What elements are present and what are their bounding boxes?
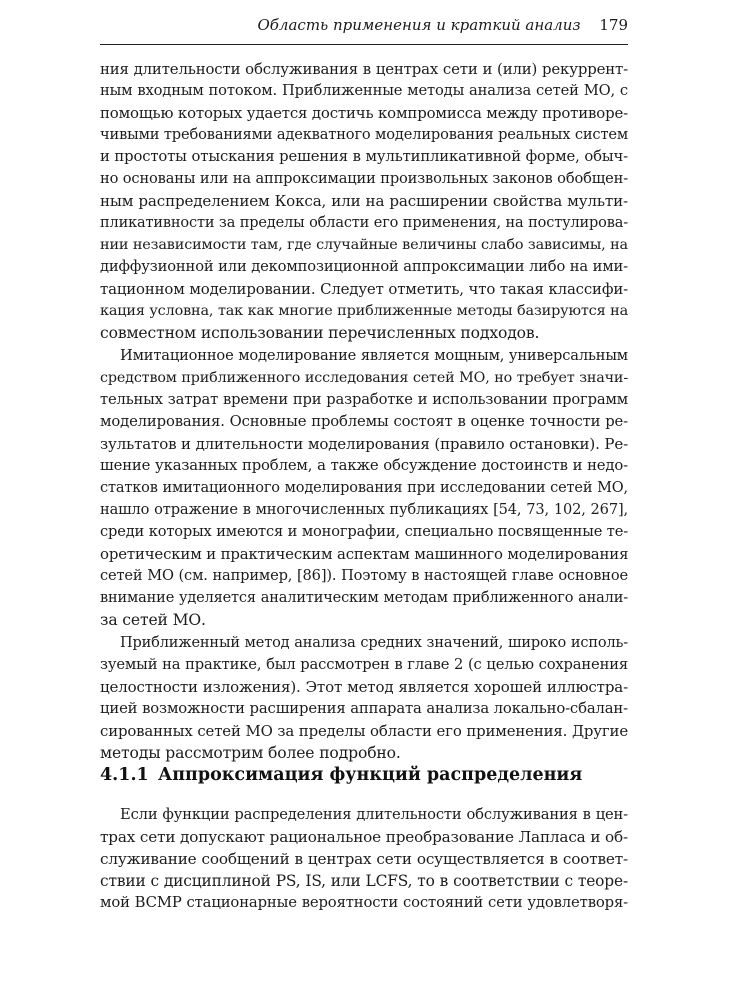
paragraph-1-line: ния длительности обслуживания в центрах сети и (или) рекуррент- xyxy=(100,60,628,78)
section-paragraph-line: Если функции распределения длительности обслуживания в цен- xyxy=(120,806,628,823)
paragraph-1-line: помощью которых удается достичь компромисса между противоре- xyxy=(100,104,628,122)
paragraph-1-line: пликативности за пределы области его применения, на постулирова- xyxy=(100,215,628,231)
paragraph-2-line: статков имитационного моделирования при исследовании сетей МО, xyxy=(100,480,628,496)
paragraph-2-line: зультатов и длительности моделирования (правило остановки). Ре- xyxy=(100,435,628,453)
paragraph-3-line: зуемый на практике, был рассмотрен в главе 2 (с целью сохранения xyxy=(100,656,628,673)
section-paragraph-line: мой BCMP стационарные вероятности состояний сети удовлетворя- xyxy=(100,894,628,911)
page-number: 179 xyxy=(599,16,628,34)
running-head xyxy=(100,16,628,42)
paragraph-2-line: оретическим и практическим аспектам машинного моделирования xyxy=(100,545,629,563)
paragraph-2-line: нашло отражение в многочисленных публикациях [54, 73, 102, 267], xyxy=(100,501,628,518)
paragraph-2-line: тельных затрат времени при разработке и использовании программ xyxy=(100,391,628,408)
paragraph-2-line: за сетей МО. xyxy=(100,611,206,629)
paragraph-2-line: внимание уделяется аналитическим методам приближенного анали- xyxy=(100,590,628,606)
section-title: Аппроксимация функций распределения xyxy=(158,765,583,785)
paragraph-3-line: методы рассмотрим более подробно. xyxy=(100,744,401,762)
header-rule xyxy=(100,44,628,45)
section-paragraph-line: служивание сообщений в центрах сети осуществляется в соответ- xyxy=(100,850,628,868)
paragraph-2-line: моделирования. Основные проблемы состоят в оценке точности ре- xyxy=(100,413,628,430)
paragraph-1-line: но основаны или на аппроксимации произвольных законов обобщен- xyxy=(100,170,628,187)
paragraph-3-line: Приближенный метод анализа средних значений, широко исполь- xyxy=(120,635,628,651)
paragraph-2-line: среди которых имеются и монографии, специально посвященные те- xyxy=(100,523,628,540)
paragraph-2-line: шение указанных проблем, а также обсуждение достоинств и недо- xyxy=(100,457,628,474)
section-paragraph-line: ствии с дисциплиной PS, IS, или LCFS, то в соответствии с теоре- xyxy=(100,872,628,890)
paragraph-1-line: ным входным потоком. Приближенные методы анализа сетей МО, с xyxy=(100,82,628,99)
paragraph-1-line: диффузионной или декомпозиционной аппроксимации либо на ими- xyxy=(100,258,628,275)
section-heading xyxy=(100,762,628,788)
section-paragraph-line: трах сети допускают рациональное преобразование Лапласа и об- xyxy=(100,828,628,846)
paragraph-3-line: цией возможности расширения аппарата анализа локально-сбалан- xyxy=(100,700,628,717)
section-number: 4.1.1 xyxy=(100,765,149,785)
paragraph-1-line: чивыми требованиями адекватного моделирования реальных систем xyxy=(100,126,629,143)
paragraph-2-line: сетей МО (см. например, [86]). Поэтому в настоящей главе основное xyxy=(100,567,628,584)
running-head-title: Область применения и краткий анализ xyxy=(257,16,581,34)
paragraph-3-line: сированных сетей МО за пределы области его применения. Другие xyxy=(100,722,628,740)
paragraph-1-line: тационном моделировании. Следует отметить, что такая классифи- xyxy=(100,280,628,298)
paragraph-1-line: нии независимости там, где случайные величины слабо зависимы, на xyxy=(100,237,628,253)
paragraph-1-line: и простоты отыскания решения в мультипликативной форме, обыч- xyxy=(100,148,628,165)
paragraph-2-line: Имитационное моделирование является мощным, универсальным xyxy=(120,347,628,364)
paragraph-1-line: ным распределением Кокса, или на расширении свойства мульти- xyxy=(100,192,628,210)
paragraph-3-line: целостности изложения). Этот метод является хорошей иллюстра- xyxy=(100,678,628,696)
paragraph-1-line: совместном использовании перечисленных подходов. xyxy=(100,324,540,342)
paragraph-1-line: кация условна, так как многие приближенные методы базируются на xyxy=(100,303,628,319)
paragraph-2-line: средством приближенного исследования сетей МО, но требует значи- xyxy=(100,370,628,386)
